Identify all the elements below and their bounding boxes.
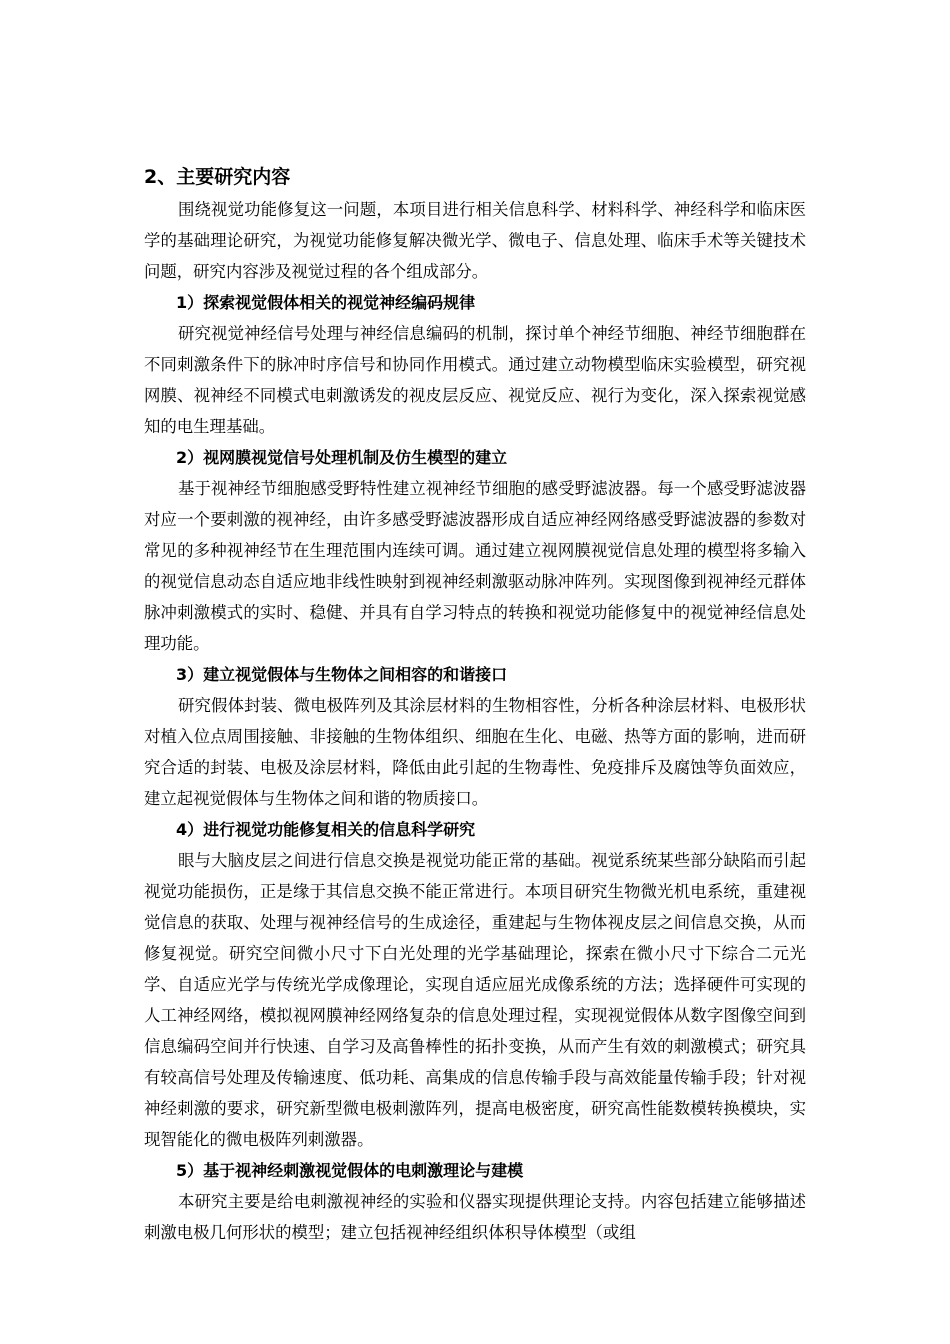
intro-paragraph: 围绕视觉功能修复这一问题，本项目进行相关信息科学、材料科学、神经科学和临床医学的基础理论研究，为视觉功能修复解决微光学、微电子、信息处理、临床手术等关键技术问题，研究内容涉及视觉过程的各个组成部分。 [144, 200, 806, 281]
item-4-paragraph: 眼与大脑皮层之间进行信息交换是视觉功能正常的基础。视觉系统某些部分缺陷而引起视觉功能损伤，正是缘于其信息交换不能正常进行。本项目研究生物微光机电系统，重建视觉信息的获取、处理与视神经信号的生成途径，重建起与生物体视皮层之间信息交换，从而修复视觉。研究空间微小尺寸下白光处理的光学基础理论，探索在微小尺寸下综合二元光学、自适应光学与传统光学成像理论，实现自适应屈光成像系统的方法；选择硬件可实现的人工神经网络，模拟视网膜神经网络复杂的信息处理过程，实现视觉假体从数字图像空间到信息编码空间并行快速、自学习及高鲁棒性的拓扑变换，从而产生有效的刺激模式；研究具有较高信号处理及传输速度、低功耗、高集成的信息传输手段与高效能量传输手段；针对视神经刺激的要求，研究新型微电极刺激阵列，提高电极密度，研究高性能数模转换模块，实现智能化的微电极阵列刺激器。 [144, 851, 806, 1149]
item-3-paragraph: 研究假体封装、微电极阵列及其涂层材料的生物相容性，分析各种涂层材料、电极形状对植入位点周围接触、非接触的生物体组织、细胞在生化、电磁、热等方面的影响，进而研究合适的封装、电极及涂层材料，降低由此引起的生物毒性、免疫排斥及腐蚀等负面效应，建立起视觉假体与生物体之间和谐的物质接口。 [144, 696, 806, 808]
item-4-heading: 4）进行视觉功能修复相关的信息科学研究 [176, 820, 476, 839]
item-1-heading: 1）探索视觉假体相关的视觉神经编码规律 [176, 293, 476, 312]
item-5-heading: 5）基于视神经刺激视觉假体的电刺激理论与建模 [176, 1161, 524, 1180]
item-2-paragraph: 基于视神经节细胞感受野特性建立视神经节细胞的感受野滤波器。每一个感受野滤波器对应一个要刺激的视神经，由许多感受野滤波器形成自适应神经网络感受野滤波器的参数对常见的多种视神经节在生理范围内连续可调。通过建立视网膜视觉信息处理的模型将多输入的视觉信息动态自适应地非线性映射到视神经刺激驱动脉冲阵列。实现图像到视神经元群体脉冲刺激模式的实时、稳健、并具有自学习特点的转换和视觉功能修复中的视觉神经信息处理功能。 [144, 479, 806, 653]
item-1-paragraph: 研究视觉神经信号处理与神经信息编码的机制，探讨单个神经节细胞、神经节细胞群在不同刺激条件下的脉冲时序信号和协同作用模式。通过建立动物模型临床实验模型，研究视网膜、视神经不同模式电刺激诱发的视皮层反应、视觉反应、视行为变化，深入探索视觉感知的电生理基础。 [144, 324, 806, 436]
item-3-heading: 3）建立视觉假体与生物体之间相容的和谐接口 [176, 665, 508, 684]
item-2-heading: 2）视网膜视觉信号处理机制及仿生模型的建立 [176, 448, 508, 467]
section-title: 2、主要研究内容 [144, 166, 291, 188]
item-5-paragraph: 本研究主要是给电刺激视神经的实验和仪器实现提供理论支持。内容包括建立能够描述刺激电极几何形状的模型；建立包括视神经组织体积导体模型（或组 [144, 1192, 806, 1242]
document-body [144, 160, 806, 1248]
